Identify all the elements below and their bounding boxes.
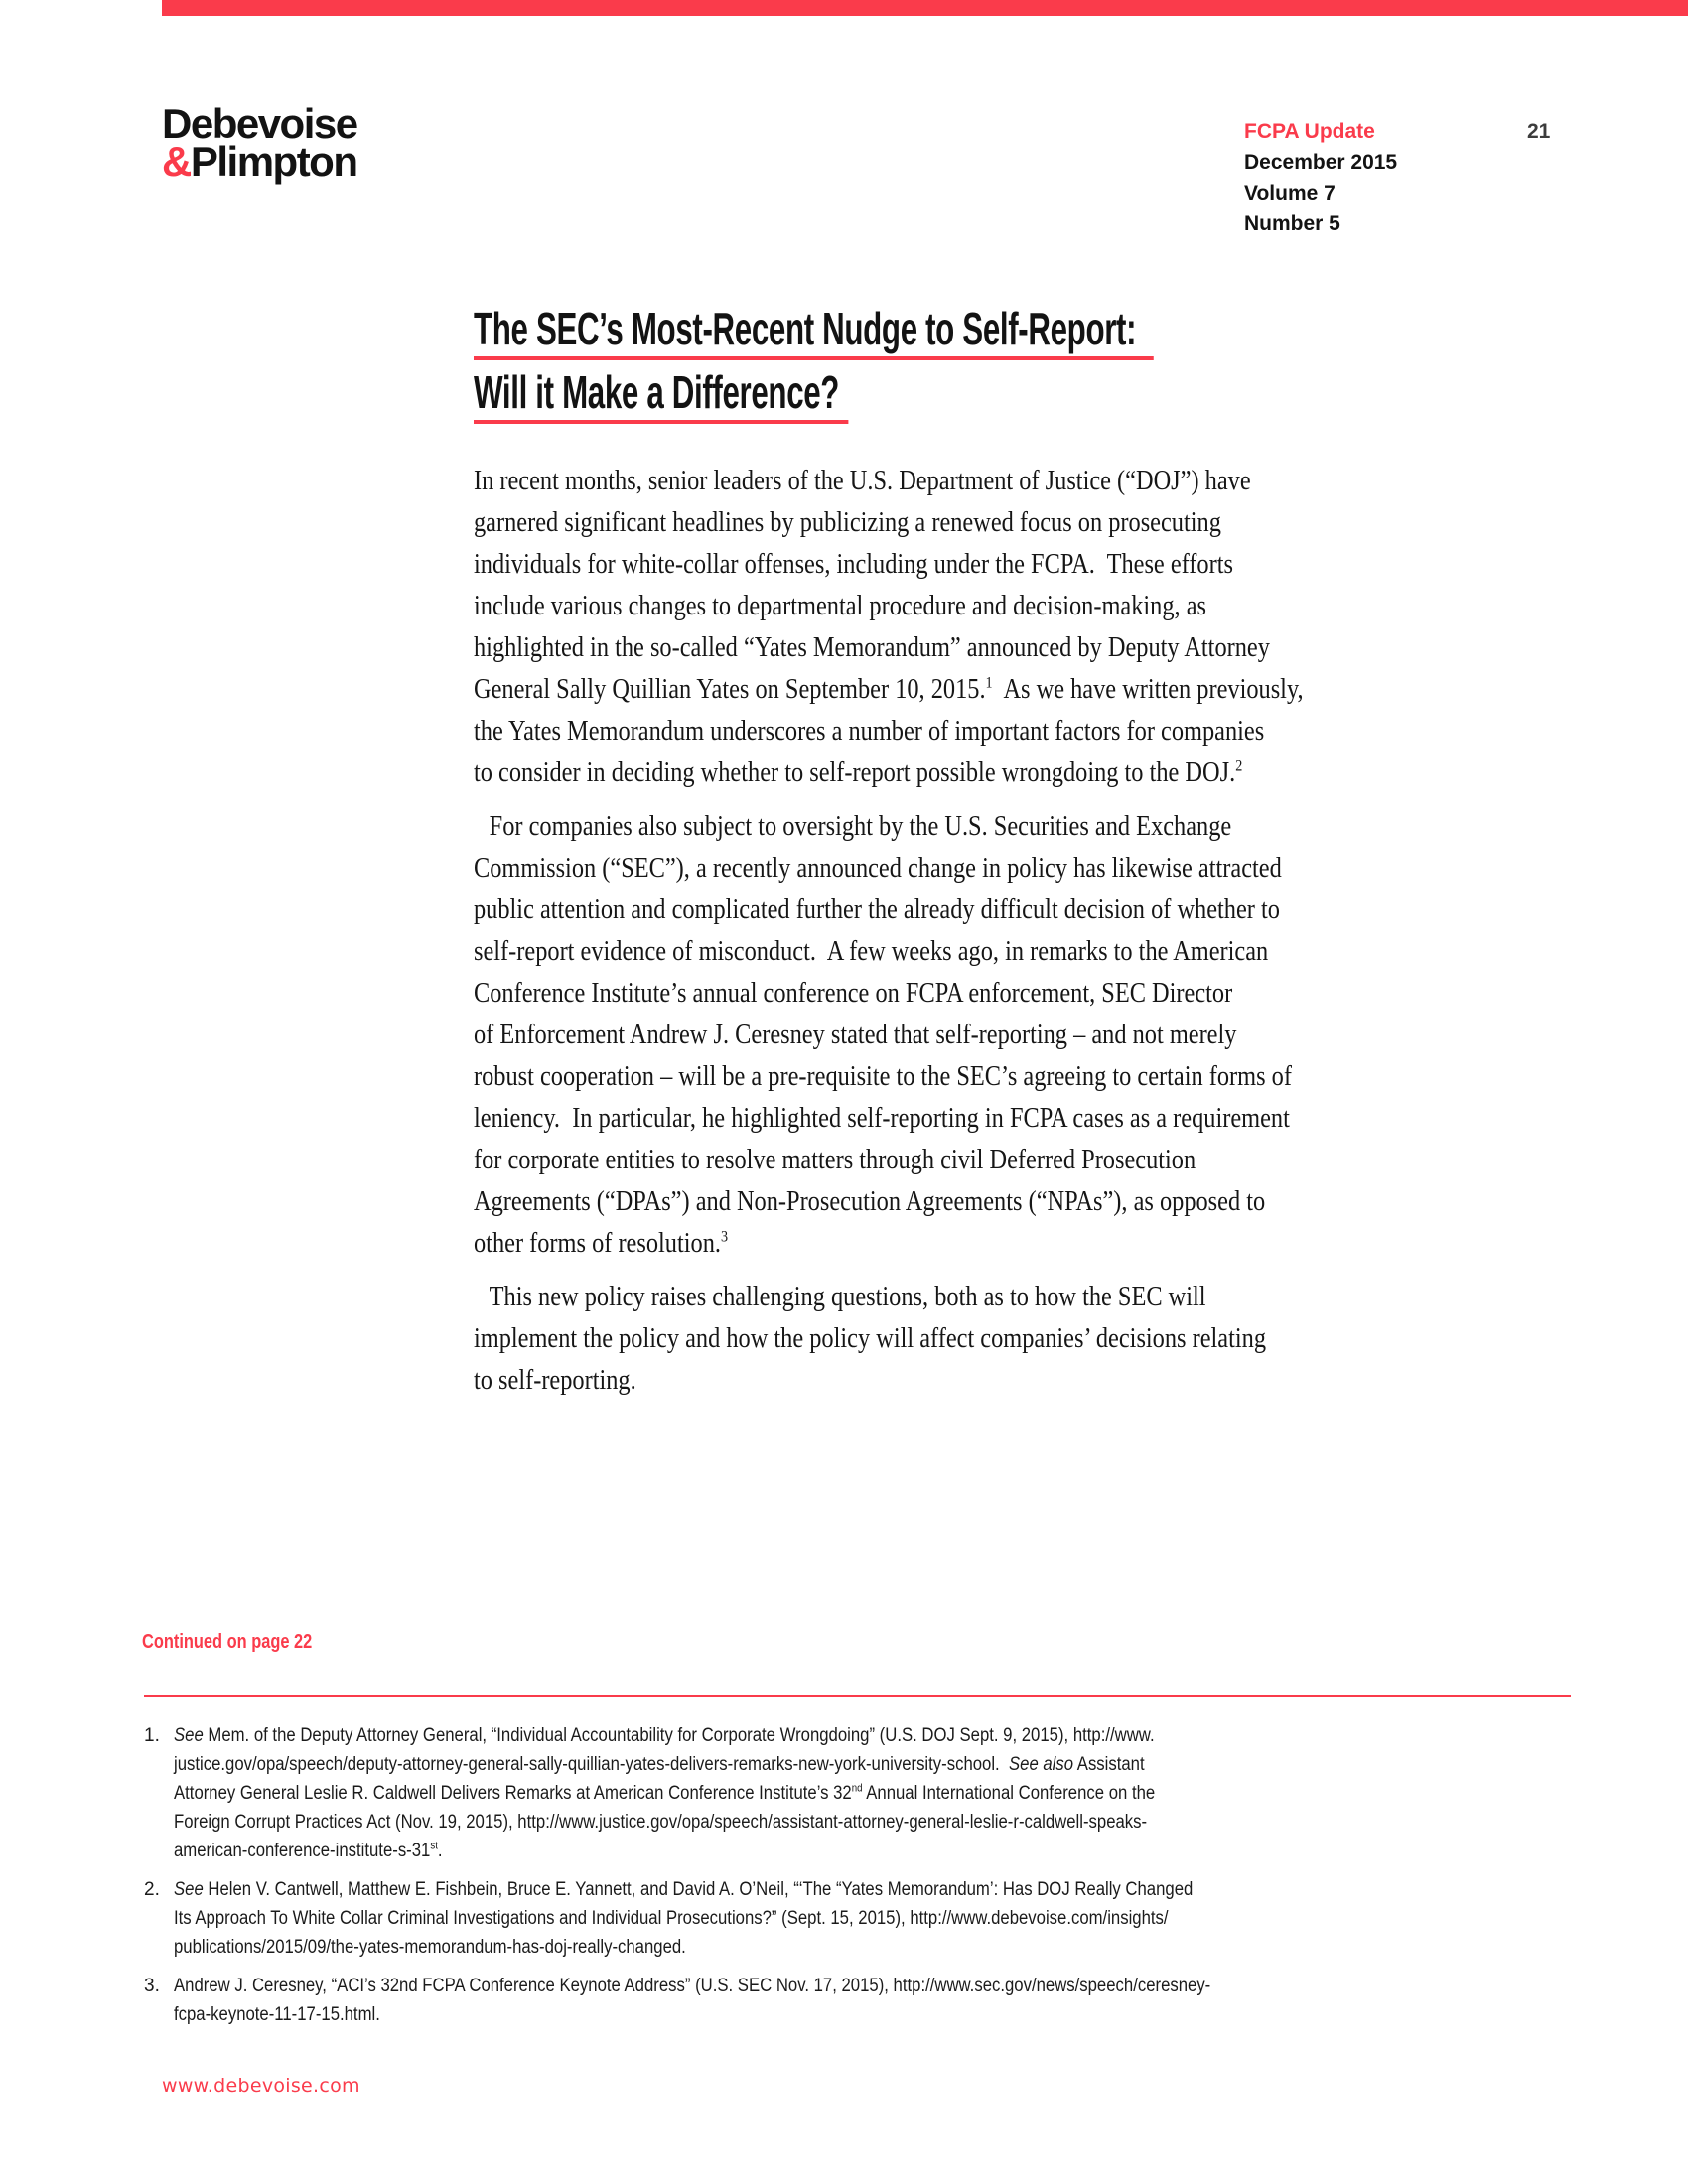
logo-debevoise: Debevoise [162,100,357,147]
footnote-1 [144,1721,1623,1865]
logo-line-2 [162,138,357,185]
article-body [474,461,1665,1402]
paragraph-2: For companies also subject to oversight by the U.S. Securities and Exchange Commission (“SEC”), a recently announced change in policy has likewise attracted public attention and complicated further the already difficult decision of whether to self-report evidence of misconduct. A few weeks ago, in remarks to the American Conference Institute’s annual conference on FCPA enforcement, SEC Director of Enforcement Andrew J. Ceresney stated that self-reporting – and not merely robust cooperation – will be a pre-requisite to the SEC’s agreeing to certain forms of leniency. In particular, he highlighted self-reporting in FCPA cases as a requirement for corporate entities to resolve matters through civil Deferred Prosecution Agreements (“DPAs”) and Non-Prosecution Agreements (“NPAs”), as opposed to other forms of resolution.$^3$ [474,811,1292,1259]
footnote-3 [144,1972,1623,2029]
footnote-number: 2. [144,1879,160,1900]
footnote-2 [144,1875,1623,1962]
paragraph-3: This new policy raises challenging questions, both as to how the SEC will implement the policy and how the policy will affect companies’ decisions relating to self-reporting. [474,1282,1267,1396]
paragraph-1: In recent months, senior leaders of the U.S. Department of Justice (“DOJ”) have garnered significant headlines by publicizing a renewed focus on prosecuting individuals for white-collar offenses, including under the FCPA. These efforts include various changes to departmental procedure and decision-making, as highlighted in the so-called “Yates Memorandum” announced by Deputy Attorney General Sally Quillian Yates on September 10, 2015.$^1$ As we have written previously, the Yates Memorandum underscores a number of important factors for companies to consider in deciding whether to self-report possible wrongdoing to the DOJ.$^2$ [474,466,1304,788]
issue-number: Number 5 [1244,212,1340,235]
footnote-number: 3. [144,1976,160,1996]
footnote-text: See Helen V. Cantwell, Matthew E. Fishbein, Bruce E. Yannett, and David A. O’Neil, “‘The “Yates Memorandum’: Has DOJ Really Changed Its Approach To White Collar Criminal Investigations and Individual Prosecutions?” (Sept. 15, 2015), http://www.debevoise.com/insights/ publications/2015/09/the-yates-memorandum-has-doj-really-changed. [174,1879,1194,1958]
publication-name: FCPA Update [1244,120,1375,143]
page-number: 21 [1527,120,1551,143]
masthead [1244,116,1397,239]
article-title-line-2: Will it Make a Difference? [474,369,849,424]
footnote-divider [144,1695,1571,1697]
issue-date: December 2015 [1244,151,1398,174]
footnote-text: See Mem. of the Deputy Attorney General, “Individual Accountability for Corporate Wrongdoing” (U.S. DOJ Sept. 9, 2015), http://www. justice.gov/opa/speech/deputy-attorney-general-sally-quillian-yates-delivers-remarks-new-york-university-school. See also Assistant Attorney General Leslie R. Caldwell Delivers Remarks at American Conference Institute’s 32nd Annual International Conference on the Foreign Corrupt Practices Act (Nov. 19, 2015), http://www.justice.gov/opa/speech/assistant-attorney-general-leslie-r-caldwell-speaks- american-conference-institute-s-31st. [174,1725,1156,1861]
footnotes [144,1721,1623,2029]
brand-color-bar [162,0,1688,16]
article-title [474,303,1486,433]
article-title-line-1: The SEC’s Most-Recent Nudge to Self-Report: [474,306,1154,360]
continued-notice: Continued on page 22 [142,1631,313,1653]
logo-plimpton: Plimpton [190,138,357,185]
footnote-text: Andrew J. Ceresney, “ACI’s 32nd FCPA Conference Keynote Address” (U.S. SEC Nov. 17, 2015), http://www.sec.gov/news/speech/ceresney- fcpa-keynote-11-17-15.html. [174,1976,1211,2025]
logo-ampersand: & [162,138,191,185]
footnote-number: 1. [144,1725,160,1746]
firm-logo [162,100,357,185]
footer-website: www.debevoise.com [162,2075,360,2097]
issue-volume: Volume 7 [1244,182,1336,205]
